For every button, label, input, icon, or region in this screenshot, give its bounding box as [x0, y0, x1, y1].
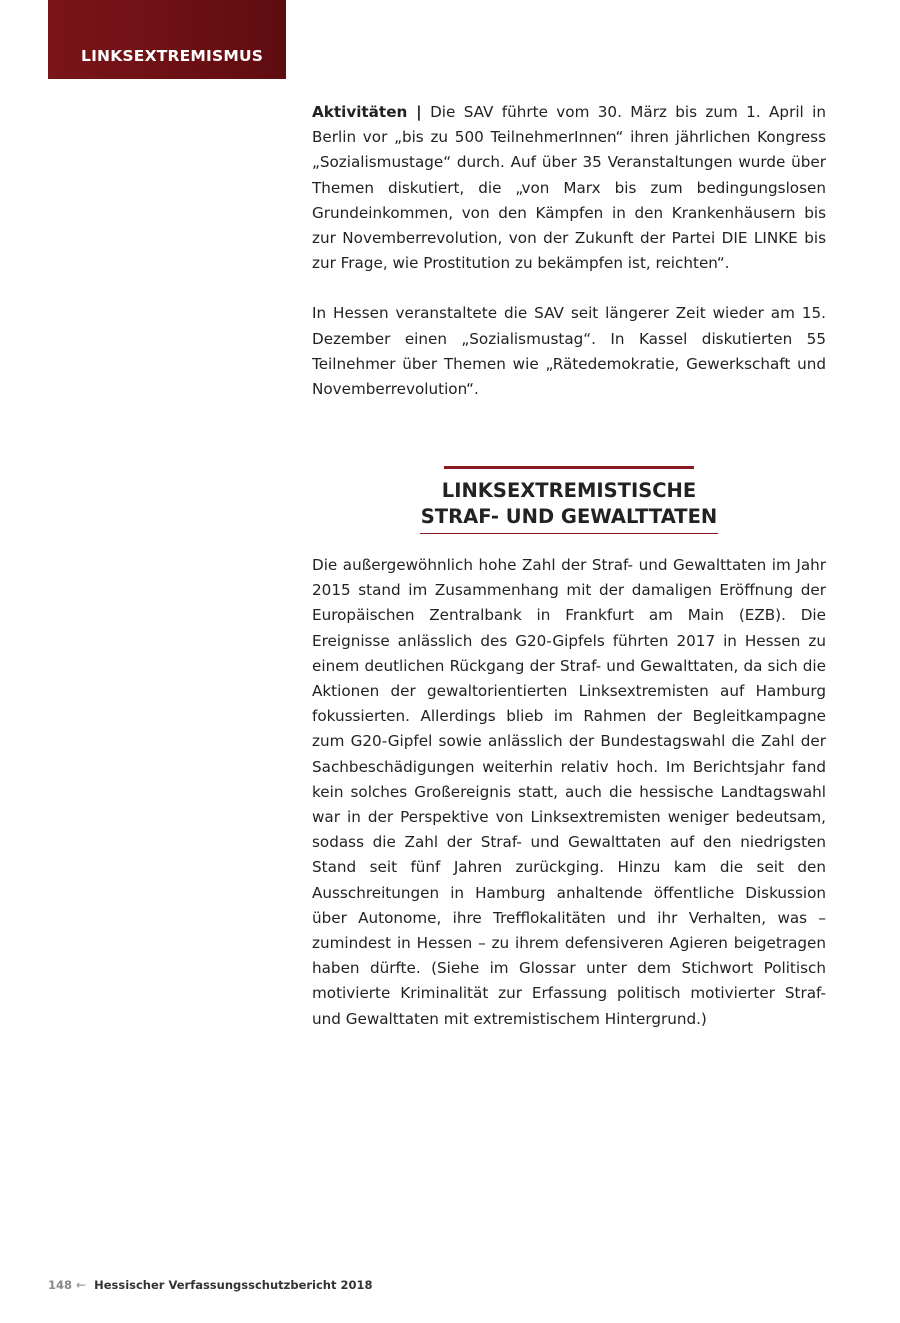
section-heading — [312, 466, 826, 534]
heading-line-2: STRAF- UND GEWALTTATEN — [420, 505, 718, 528]
activities-lead: Aktivitäten | — [312, 103, 422, 121]
arrow-left-icon: ← — [76, 1278, 87, 1292]
section-tab-label: LINKSEXTREMISMUS — [81, 47, 264, 65]
heading-rule-bottom — [420, 533, 718, 534]
activities-paragraph-text: Die SAV führte vom 30. März bis zum 1. April in Berlin vor „bis zu 500 TeilnehmerInnen“ ihren jährlichen Kongress „Sozialismustage“ durch. Auf über 35 Veranstaltungen wurde über Themen diskutiert, die „von Marx bis zum bedingungslosen Grundeinkommen, von den Kämpfen in den Krankenhäusern bis zur Novemberrevolution, von der Zukunft der Partei DIE LINKE bis zur Frage, wie Prostitution zu bekämpfen ist, reichten“. — [312, 103, 826, 273]
page-footer — [48, 1278, 373, 1292]
heading-line-1: LINKSEXTREMISTISCHE — [441, 479, 697, 502]
document-title: Hessischer Verfassungsschutzbericht 2018 — [94, 1278, 373, 1292]
hessen-paragraph: In Hessen veranstaltete die SAV seit längerer Zeit wieder am 15. Dezember einen „Sozialismustag“. In Kassel diskutierten 55 Teilnehmer über Themen wie „Rätedemokratie, Gewerkschaft und Novemberrevolution“. — [312, 304, 826, 399]
activities-paragraph — [312, 100, 826, 276]
heading-rule-top — [444, 466, 694, 469]
offenses-section — [312, 553, 826, 1032]
activities-section — [312, 100, 826, 402]
section-tab — [48, 0, 286, 79]
offenses-paragraph: Die außergewöhnlich hohe Zahl der Straf- und Gewalttaten im Jahr 2015 stand im Zusammenhang mit der damaligen Eröffnung der Europäischen Zentralbank in Frankfurt am Main (EZB). Die Ereignisse anlässlich des G20-Gipfels führten 2017 in Hessen zu einem deutlichen Rückgang der Straf- und Gewalttaten, da sich die Aktionen der gewaltorientierten Linksextremisten auf Hamburg fokussierten. Allerdings blieb im Rahmen der Begleitkampagne zum G20-Gipfel sowie anlässlich der Bundestagswahl die Zahl der Sachbeschädigungen weiterhin relativ hoch. Im Berichtsjahr fand kein solches Großereignis statt, auch die hessische Landtagswahl war in der Perspektive von Linksextremisten weniger bedeutsam, sodass die Zahl der Straf- und Gewalttaten auf den niedrigsten Stand seit fünf Jahren zurückging. Hinzu kam die seit den Ausschreitungen in Hamburg anhaltende öffentliche Diskussion über Autonome, ihre Trefflokalitäten und ihr Verhalten, was – zumindest in Hessen – zu ihrem defensiveren Agieren beigetragen haben dürfte. (Siehe im Glossar unter dem Stichwort Politisch motivierte Kriminalität zur Erfassung politisch motivierter Straf- und Gewalttaten mit extremistischem Hintergrund.) — [312, 556, 826, 1028]
heading-title — [312, 478, 826, 530]
page-number: 148 — [48, 1278, 73, 1292]
